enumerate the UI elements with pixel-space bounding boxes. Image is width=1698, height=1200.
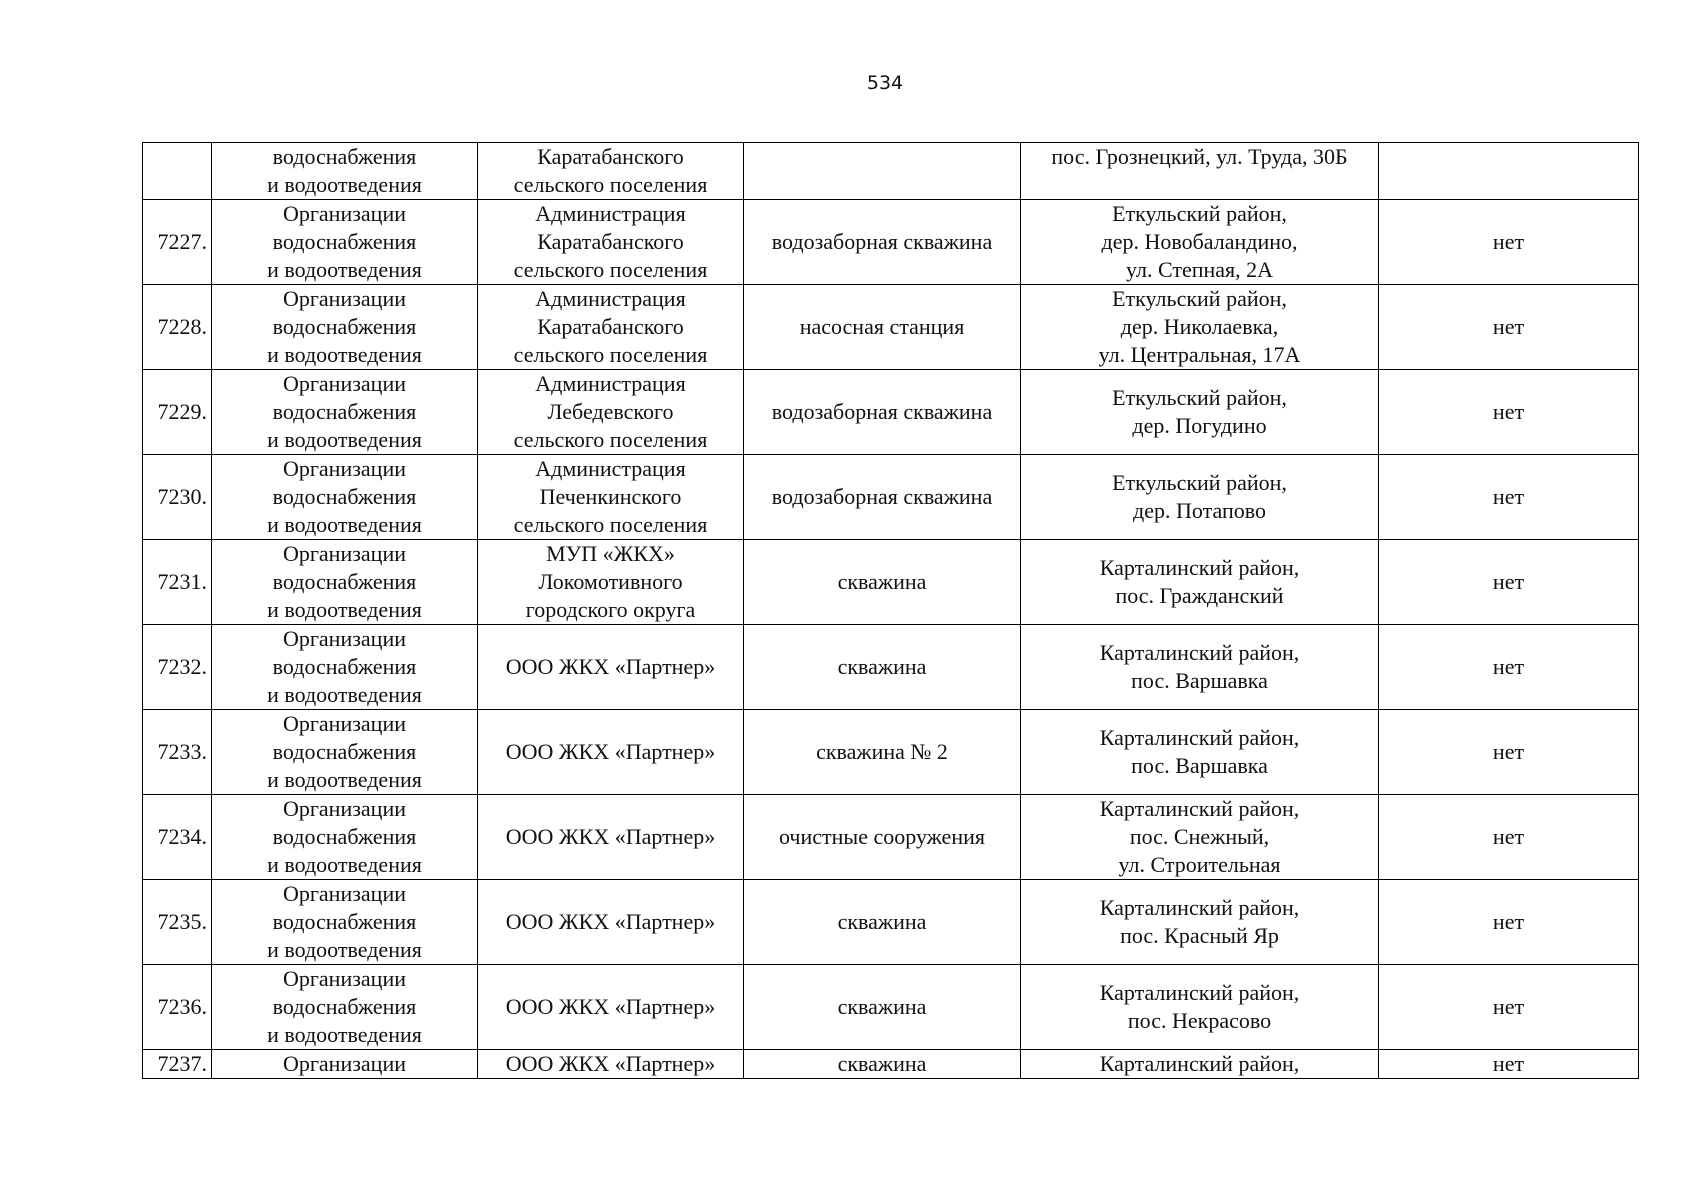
owner-cell-line: Администрация (535, 286, 686, 311)
address-cell-line: Карталинский район, (1099, 725, 1300, 750)
owner-cell (478, 625, 744, 710)
category-cell-line: Организации (283, 1051, 406, 1076)
category-cell-line: водоснабжения (272, 314, 417, 339)
category-cell-line: Организации (283, 626, 406, 651)
category-cell (212, 625, 478, 710)
category-cell-line: водоснабжения (272, 399, 417, 424)
table-row (143, 880, 1639, 965)
row-number-cell: 7231. (143, 540, 212, 625)
category-cell-line: Организации (283, 456, 406, 481)
category-cell-line: и водоотведения (267, 172, 422, 197)
status-cell: нет (1379, 880, 1639, 965)
owner-cell-line: сельского поселения (513, 257, 708, 282)
owner-cell (478, 540, 744, 625)
owner-cell-line: Администрация (535, 456, 686, 481)
category-cell-line: водоснабжения (272, 909, 417, 934)
object-cell (744, 143, 1021, 200)
address-cell-line: пос. Гражданский (1115, 583, 1284, 608)
status-cell: нет (1379, 370, 1639, 455)
owner-cell-line: Администрация (535, 201, 686, 226)
row-number-cell: 7227. (143, 200, 212, 285)
row-number-cell: 7233. (143, 710, 212, 795)
category-cell-line: и водоотведения (267, 937, 422, 962)
page-number: 534 (866, 72, 904, 94)
category-cell-line: водоснабжения (272, 484, 417, 509)
row-number-cell: 7228. (143, 285, 212, 370)
table-row (143, 200, 1639, 285)
address-cell (1021, 795, 1379, 880)
address-cell-line: ул. Строительная (1118, 852, 1281, 877)
address-cell-line: пос. Снежный, (1129, 824, 1270, 849)
object-cell: скважина № 2 (744, 710, 1021, 795)
category-cell (212, 880, 478, 965)
category-cell (212, 1050, 478, 1079)
object-cell: скважина (744, 1050, 1021, 1079)
owner-cell-line: МУП «ЖКХ» (546, 541, 675, 566)
category-cell (212, 143, 478, 200)
owner-cell-line: ООО ЖКХ «Партнер» (505, 824, 716, 849)
address-cell (1021, 1050, 1379, 1079)
category-cell (212, 795, 478, 880)
table-row (143, 795, 1639, 880)
table-row (143, 1050, 1639, 1079)
address-cell-line: Карталинский район, (1099, 796, 1300, 821)
category-cell (212, 710, 478, 795)
table-row (143, 455, 1639, 540)
status-cell: нет (1379, 1050, 1639, 1079)
owner-cell-line: сельского поселения (513, 427, 708, 452)
category-cell-line: водоснабжения (272, 739, 417, 764)
owner-cell-line: ООО ЖКХ «Партнер» (505, 654, 716, 679)
owner-cell-line: Администрация (535, 371, 686, 396)
address-cell-line: Карталинский район, (1099, 980, 1300, 1005)
address-cell-line: пос. Некрасово (1127, 1008, 1272, 1033)
category-cell-line: и водоотведения (267, 1022, 422, 1047)
owner-cell-line: Лебедевского (547, 399, 674, 424)
owner-cell (478, 965, 744, 1050)
category-cell-line: Организации (283, 371, 406, 396)
owner-cell (478, 143, 744, 200)
object-cell: водозаборная скважина (744, 370, 1021, 455)
object-cell: насосная станция (744, 285, 1021, 370)
status-cell: нет (1379, 200, 1639, 285)
category-cell-line: и водоотведения (267, 767, 422, 792)
status-cell: нет (1379, 710, 1639, 795)
category-cell (212, 370, 478, 455)
status-cell (1379, 143, 1639, 200)
address-cell (1021, 710, 1379, 795)
address-cell-line: дер. Потапово (1133, 498, 1266, 523)
address-cell-line: пос. Варшавка (1131, 668, 1268, 693)
table-row (143, 965, 1639, 1050)
category-cell-line: и водоотведения (267, 597, 422, 622)
category-cell-line: водоснабжения (272, 144, 417, 169)
address-cell (1021, 540, 1379, 625)
category-cell-line: и водоотведения (267, 512, 422, 537)
status-cell: нет (1379, 795, 1639, 880)
status-cell: нет (1379, 540, 1639, 625)
row-number-cell (143, 143, 212, 200)
owner-cell-line: Печенкинского (539, 484, 682, 509)
category-cell (212, 540, 478, 625)
category-cell-line: Организации (283, 286, 406, 311)
category-cell-line: водоснабжения (272, 229, 417, 254)
owner-cell (478, 880, 744, 965)
object-cell: скважина (744, 965, 1021, 1050)
owner-cell-line: Каратабанского (537, 314, 684, 339)
category-cell-line: и водоотведения (267, 342, 422, 367)
owner-cell (478, 370, 744, 455)
owner-cell (478, 455, 744, 540)
category-cell-line: Организации (283, 796, 406, 821)
category-cell-line: Организации (283, 541, 406, 566)
category-cell-line: водоснабжения (272, 569, 417, 594)
table-row (143, 710, 1639, 795)
address-cell-line: Карталинский район, (1099, 1051, 1300, 1076)
owner-cell (478, 285, 744, 370)
status-cell: нет (1379, 285, 1639, 370)
category-cell (212, 285, 478, 370)
owner-cell-line: ООО ЖКХ «Партнер» (505, 909, 716, 934)
category-cell-line: водоснабжения (272, 654, 417, 679)
row-number-cell: 7235. (143, 880, 212, 965)
category-cell-line: и водоотведения (267, 852, 422, 877)
object-cell: водозаборная скважина (744, 455, 1021, 540)
category-cell-line: Организации (283, 966, 406, 991)
row-number-cell: 7230. (143, 455, 212, 540)
table-row (143, 625, 1639, 710)
owner-cell-line: Каратабанского (537, 144, 684, 169)
owner-cell-line: Каратабанского (537, 229, 684, 254)
row-number-cell: 7232. (143, 625, 212, 710)
address-cell-line: Еткульский район, (1112, 470, 1287, 495)
object-cell: скважина (744, 880, 1021, 965)
address-cell-line: пос. Варшавка (1131, 753, 1268, 778)
address-cell-line: ул. Центральная, 17А (1098, 342, 1301, 367)
category-cell-line: Организации (283, 711, 406, 736)
address-cell (1021, 200, 1379, 285)
object-cell: очистные сооружения (744, 795, 1021, 880)
owner-cell-line: сельского поселения (513, 512, 708, 537)
address-cell (1021, 965, 1379, 1050)
address-cell-line: дер. Николаевка, (1120, 314, 1279, 339)
registry-table (142, 142, 1639, 1079)
owner-cell-line: сельского поселения (513, 342, 708, 367)
address-cell-line: Карталинский район, (1099, 640, 1300, 665)
status-cell: нет (1379, 965, 1639, 1050)
owner-cell (478, 200, 744, 285)
address-cell-line: Карталинский район, (1099, 555, 1300, 580)
category-cell (212, 200, 478, 285)
status-cell: нет (1379, 625, 1639, 710)
address-cell (1021, 880, 1379, 965)
address-cell (1021, 625, 1379, 710)
address-cell-line: пос. Красный Яр (1120, 923, 1279, 948)
owner-cell (478, 1050, 744, 1079)
address-cell-line: дер. Погудино (1132, 413, 1267, 438)
category-cell (212, 455, 478, 540)
owner-cell-line: ООО ЖКХ «Партнер» (505, 1051, 716, 1076)
address-cell-line: Еткульский район, (1112, 286, 1287, 311)
address-cell (1021, 143, 1379, 200)
address-cell-line: Еткульский район, (1112, 385, 1287, 410)
address-cell (1021, 370, 1379, 455)
owner-cell (478, 710, 744, 795)
object-cell: водозаборная скважина (744, 200, 1021, 285)
status-cell: нет (1379, 455, 1639, 540)
owner-cell-line: сельского поселения (513, 172, 708, 197)
row-number-cell: 7237. (143, 1050, 212, 1079)
category-cell-line: водоснабжения (272, 994, 417, 1019)
address-cell (1021, 455, 1379, 540)
table-row (143, 370, 1639, 455)
category-cell-line: Организации (283, 881, 406, 906)
category-cell-line: и водоотведения (267, 682, 422, 707)
owner-cell-line: ООО ЖКХ «Партнер» (505, 739, 716, 764)
address-cell-line: ул. Степная, 2А (1125, 257, 1274, 282)
category-cell-line: и водоотведения (267, 257, 422, 282)
address-cell-line: Еткульский район, (1112, 201, 1287, 226)
address-cell (1021, 285, 1379, 370)
category-cell-line: водоснабжения (272, 824, 417, 849)
address-cell-line: дер. Новобаландино, (1101, 229, 1298, 254)
table-row (143, 143, 1639, 200)
address-cell-line: пос. Грознецкий, ул. Труда, 30Б (1051, 144, 1348, 169)
row-number-cell: 7236. (143, 965, 212, 1050)
owner-cell-line: ООО ЖКХ «Партнер» (505, 994, 716, 1019)
table-row (143, 540, 1639, 625)
category-cell-line: Организации (283, 201, 406, 226)
owner-cell (478, 795, 744, 880)
object-cell: скважина (744, 540, 1021, 625)
table-body (143, 143, 1639, 1079)
owner-cell-line: городского округа (525, 597, 696, 622)
row-number-cell: 7234. (143, 795, 212, 880)
row-number-cell: 7229. (143, 370, 212, 455)
category-cell (212, 965, 478, 1050)
address-cell-line: Карталинский район, (1099, 895, 1300, 920)
category-cell-line: и водоотведения (267, 427, 422, 452)
table-row (143, 285, 1639, 370)
object-cell: скважина (744, 625, 1021, 710)
owner-cell-line: Локомотивного (538, 569, 683, 594)
